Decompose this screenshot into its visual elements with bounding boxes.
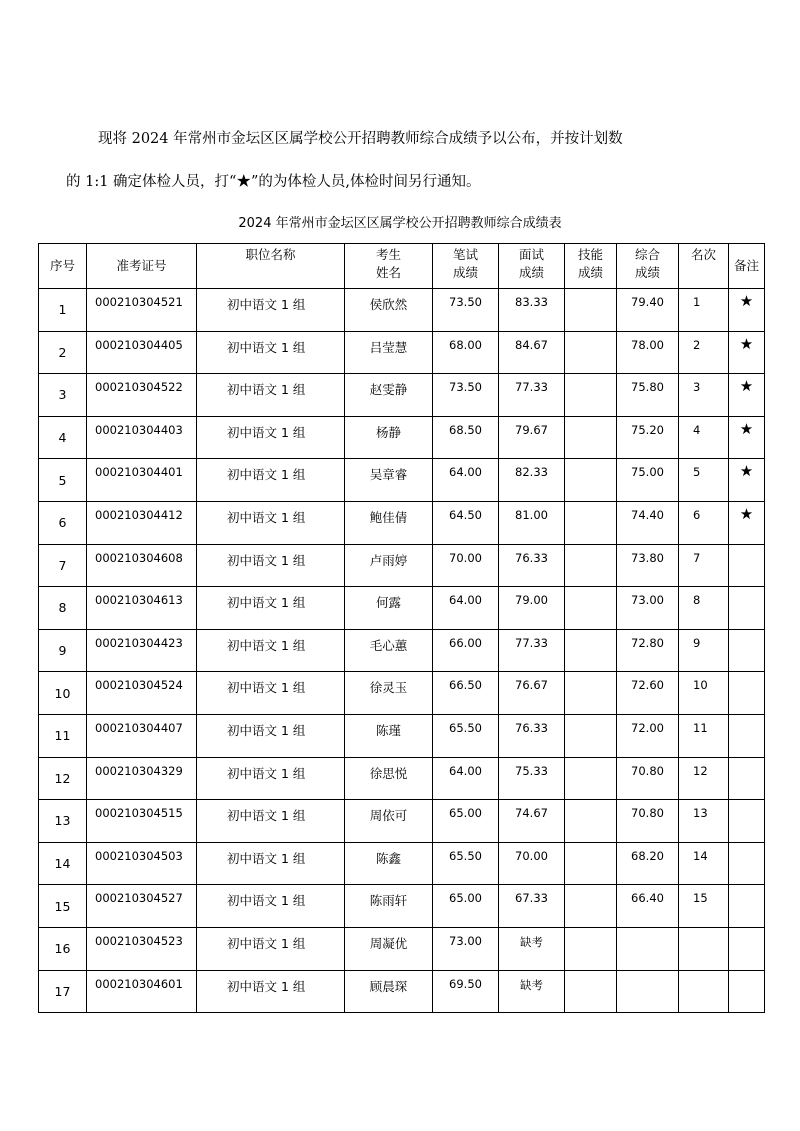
cell-exam-id: 000210304527 bbox=[87, 885, 197, 928]
cell-interview-score: 67.33 bbox=[499, 885, 565, 928]
cell-seq: 12 bbox=[39, 757, 87, 800]
header-exam-id: 准考证号 bbox=[87, 244, 197, 289]
cell-interview-score: 75.33 bbox=[499, 757, 565, 800]
cell-rank: 15 bbox=[679, 885, 729, 928]
cell-interview-score: 76.67 bbox=[499, 672, 565, 715]
cell-note bbox=[729, 672, 765, 715]
cell-name: 顾晨琛 bbox=[345, 970, 433, 1013]
cell-note bbox=[729, 842, 765, 885]
cell-rank: 11 bbox=[679, 714, 729, 757]
cell-note bbox=[729, 927, 765, 970]
cell-total-score bbox=[617, 927, 679, 970]
cell-name: 何露 bbox=[345, 587, 433, 630]
cell-skill-score bbox=[565, 800, 617, 843]
cell-note bbox=[729, 800, 765, 843]
cell-written-score: 68.00 bbox=[433, 331, 499, 374]
cell-name: 陈雨轩 bbox=[345, 885, 433, 928]
cell-rank: 14 bbox=[679, 842, 729, 885]
cell-note bbox=[729, 544, 765, 587]
cell-position: 初中语文 1 组 bbox=[197, 416, 345, 459]
header-name-line-2: 姓名 bbox=[375, 265, 401, 280]
cell-position: 初中语文 1 组 bbox=[197, 459, 345, 502]
cell-total-score: 72.80 bbox=[617, 629, 679, 672]
cell-interview-score: 缺考 bbox=[499, 927, 565, 970]
cell-interview-score: 81.00 bbox=[499, 501, 565, 544]
cell-interview-score: 76.33 bbox=[499, 544, 565, 587]
header-skill bbox=[565, 244, 617, 289]
cell-skill-score bbox=[565, 672, 617, 715]
cell-position: 初中语文 1 组 bbox=[197, 927, 345, 970]
cell-skill-score bbox=[565, 842, 617, 885]
table-row bbox=[39, 587, 765, 630]
cell-rank: 2 bbox=[679, 331, 729, 374]
cell-skill-score bbox=[565, 416, 617, 459]
cell-seq: 8 bbox=[39, 587, 87, 630]
header-total-line-2: 成绩 bbox=[634, 265, 660, 280]
cell-seq: 16 bbox=[39, 927, 87, 970]
cell-seq: 7 bbox=[39, 544, 87, 587]
cell-exam-id: 000210304405 bbox=[87, 331, 197, 374]
cell-interview-score: 77.33 bbox=[499, 629, 565, 672]
cell-interview-score: 82.33 bbox=[499, 459, 565, 502]
table-row bbox=[39, 629, 765, 672]
cell-position: 初中语文 1 组 bbox=[197, 501, 345, 544]
table-row bbox=[39, 374, 765, 417]
cell-skill-score bbox=[565, 459, 617, 502]
cell-written-score: 64.00 bbox=[433, 757, 499, 800]
cell-position: 初中语文 1 组 bbox=[197, 885, 345, 928]
cell-total-score: 73.00 bbox=[617, 587, 679, 630]
table-header-row bbox=[39, 244, 765, 289]
cell-rank: 10 bbox=[679, 672, 729, 715]
cell-position: 初中语文 1 组 bbox=[197, 331, 345, 374]
cell-seq: 6 bbox=[39, 501, 87, 544]
cell-name: 侯欣然 bbox=[345, 289, 433, 332]
header-skill-line-1: 技能 bbox=[577, 247, 603, 262]
cell-interview-score: 83.33 bbox=[499, 289, 565, 332]
cell-total-score: 70.80 bbox=[617, 757, 679, 800]
header-written bbox=[433, 244, 499, 289]
cell-seq: 2 bbox=[39, 331, 87, 374]
cell-note bbox=[729, 885, 765, 928]
star-mark-icon: ★ bbox=[729, 501, 765, 544]
header-note: 备注 bbox=[729, 244, 765, 289]
table-row bbox=[39, 544, 765, 587]
cell-total-score: 75.20 bbox=[617, 416, 679, 459]
table-row bbox=[39, 927, 765, 970]
cell-rank: 6 bbox=[679, 501, 729, 544]
cell-rank bbox=[679, 970, 729, 1013]
cell-interview-score: 76.33 bbox=[499, 714, 565, 757]
table-body bbox=[39, 289, 765, 1013]
cell-rank: 4 bbox=[679, 416, 729, 459]
cell-interview-score: 74.67 bbox=[499, 800, 565, 843]
star-mark-icon: ★ bbox=[729, 289, 765, 332]
cell-total-score: 75.00 bbox=[617, 459, 679, 502]
header-name-line-1: 考生 bbox=[375, 247, 401, 262]
cell-rank: 9 bbox=[679, 629, 729, 672]
cell-skill-score bbox=[565, 289, 617, 332]
cell-position: 初中语文 1 组 bbox=[197, 587, 345, 630]
cell-rank: 7 bbox=[679, 544, 729, 587]
cell-name: 卢雨婷 bbox=[345, 544, 433, 587]
cell-exam-id: 000210304524 bbox=[87, 672, 197, 715]
cell-rank: 8 bbox=[679, 587, 729, 630]
cell-seq: 10 bbox=[39, 672, 87, 715]
star-mark-icon: ★ bbox=[729, 459, 765, 502]
cell-skill-score bbox=[565, 927, 617, 970]
cell-rank: 13 bbox=[679, 800, 729, 843]
cell-exam-id: 000210304403 bbox=[87, 416, 197, 459]
cell-written-score: 73.50 bbox=[433, 289, 499, 332]
cell-position: 初中语文 1 组 bbox=[197, 672, 345, 715]
cell-seq: 11 bbox=[39, 714, 87, 757]
table-row bbox=[39, 331, 765, 374]
cell-total-score: 72.60 bbox=[617, 672, 679, 715]
table-row bbox=[39, 885, 765, 928]
cell-exam-id: 000210304523 bbox=[87, 927, 197, 970]
cell-written-score: 64.50 bbox=[433, 501, 499, 544]
cell-name: 徐思悦 bbox=[345, 757, 433, 800]
cell-seq: 5 bbox=[39, 459, 87, 502]
cell-written-score: 64.00 bbox=[433, 459, 499, 502]
cell-note bbox=[729, 629, 765, 672]
cell-name: 吕莹慧 bbox=[345, 331, 433, 374]
header-skill-line-2: 成绩 bbox=[577, 265, 603, 280]
cell-position: 初中语文 1 组 bbox=[197, 842, 345, 885]
star-mark-icon: ★ bbox=[729, 331, 765, 374]
cell-total-score: 72.00 bbox=[617, 714, 679, 757]
table-row bbox=[39, 970, 765, 1013]
cell-name: 鲍佳倩 bbox=[345, 501, 433, 544]
cell-total-score bbox=[617, 970, 679, 1013]
cell-interview-score: 79.67 bbox=[499, 416, 565, 459]
cell-skill-score bbox=[565, 757, 617, 800]
cell-total-score: 73.80 bbox=[617, 544, 679, 587]
cell-seq: 9 bbox=[39, 629, 87, 672]
table-row bbox=[39, 714, 765, 757]
cell-seq: 3 bbox=[39, 374, 87, 417]
cell-total-score: 78.00 bbox=[617, 331, 679, 374]
cell-note bbox=[729, 757, 765, 800]
cell-total-score: 74.40 bbox=[617, 501, 679, 544]
cell-position: 初中语文 1 组 bbox=[197, 374, 345, 417]
cell-exam-id: 000210304503 bbox=[87, 842, 197, 885]
header-interview bbox=[499, 244, 565, 289]
cell-skill-score bbox=[565, 970, 617, 1013]
table-row bbox=[39, 800, 765, 843]
cell-interview-score: 77.33 bbox=[499, 374, 565, 417]
cell-written-score: 65.50 bbox=[433, 842, 499, 885]
table-row bbox=[39, 416, 765, 459]
cell-skill-score bbox=[565, 587, 617, 630]
cell-position: 初中语文 1 组 bbox=[197, 544, 345, 587]
header-interview-line-2: 成绩 bbox=[518, 265, 544, 280]
cell-total-score: 68.20 bbox=[617, 842, 679, 885]
cell-skill-score bbox=[565, 374, 617, 417]
cell-name: 周凝优 bbox=[345, 927, 433, 970]
cell-exam-id: 000210304521 bbox=[87, 289, 197, 332]
cell-exam-id: 000210304613 bbox=[87, 587, 197, 630]
cell-name: 毛心蕙 bbox=[345, 629, 433, 672]
cell-written-score: 68.50 bbox=[433, 416, 499, 459]
cell-position: 初中语文 1 组 bbox=[197, 757, 345, 800]
cell-note bbox=[729, 714, 765, 757]
cell-name: 徐灵玉 bbox=[345, 672, 433, 715]
cell-position: 初中语文 1 组 bbox=[197, 629, 345, 672]
cell-seq: 15 bbox=[39, 885, 87, 928]
cell-skill-score bbox=[565, 885, 617, 928]
cell-written-score: 73.00 bbox=[433, 927, 499, 970]
cell-written-score: 66.00 bbox=[433, 629, 499, 672]
header-total-line-1: 综合 bbox=[634, 247, 660, 262]
cell-written-score: 65.50 bbox=[433, 714, 499, 757]
cell-skill-score bbox=[565, 629, 617, 672]
cell-written-score: 64.00 bbox=[433, 587, 499, 630]
cell-position: 初中语文 1 组 bbox=[197, 970, 345, 1013]
cell-written-score: 70.00 bbox=[433, 544, 499, 587]
cell-total-score: 79.40 bbox=[617, 289, 679, 332]
cell-name: 吴章睿 bbox=[345, 459, 433, 502]
scores-table bbox=[38, 243, 765, 1013]
cell-seq: 17 bbox=[39, 970, 87, 1013]
cell-seq: 13 bbox=[39, 800, 87, 843]
header-total bbox=[617, 244, 679, 289]
cell-total-score: 70.80 bbox=[617, 800, 679, 843]
cell-written-score: 65.00 bbox=[433, 885, 499, 928]
cell-total-score: 75.80 bbox=[617, 374, 679, 417]
table-row bbox=[39, 842, 765, 885]
cell-interview-score: 79.00 bbox=[499, 587, 565, 630]
header-seq: 序号 bbox=[39, 244, 87, 289]
intro-paragraph-line-2: 的 1:1 确定体检人员，打“★”的为体检人员,体检时间另行通知。 bbox=[66, 174, 481, 190]
cell-name: 陈瑾 bbox=[345, 714, 433, 757]
table-title: 2024 年常州市金坛区区属学校公开招聘教师综合成绩表 bbox=[238, 216, 562, 231]
cell-exam-id: 000210304407 bbox=[87, 714, 197, 757]
cell-interview-score: 缺考 bbox=[499, 970, 565, 1013]
cell-exam-id: 000210304412 bbox=[87, 501, 197, 544]
cell-skill-score bbox=[565, 501, 617, 544]
intro-paragraph-line-1: 现将 2024 年常州市金坛区区属学校公开招聘教师综合成绩予以公布，并按计划数 bbox=[98, 131, 623, 147]
cell-name: 周依可 bbox=[345, 800, 433, 843]
header-name bbox=[345, 244, 433, 289]
cell-position: 初中语文 1 组 bbox=[197, 289, 345, 332]
table-row bbox=[39, 757, 765, 800]
cell-name: 赵雯静 bbox=[345, 374, 433, 417]
cell-written-score: 66.50 bbox=[433, 672, 499, 715]
cell-name: 陈鑫 bbox=[345, 842, 433, 885]
header-interview-line-1: 面试 bbox=[518, 247, 544, 262]
cell-skill-score bbox=[565, 331, 617, 374]
cell-exam-id: 000210304423 bbox=[87, 629, 197, 672]
header-rank: 名次 bbox=[679, 244, 729, 289]
cell-rank: 3 bbox=[679, 374, 729, 417]
star-mark-icon: ★ bbox=[729, 374, 765, 417]
cell-rank: 5 bbox=[679, 459, 729, 502]
cell-position: 初中语文 1 组 bbox=[197, 714, 345, 757]
cell-exam-id: 000210304608 bbox=[87, 544, 197, 587]
cell-exam-id: 000210304329 bbox=[87, 757, 197, 800]
table-row bbox=[39, 672, 765, 715]
cell-written-score: 73.50 bbox=[433, 374, 499, 417]
cell-seq: 4 bbox=[39, 416, 87, 459]
table-row bbox=[39, 459, 765, 502]
cell-exam-id: 000210304601 bbox=[87, 970, 197, 1013]
cell-written-score: 65.00 bbox=[433, 800, 499, 843]
table-row bbox=[39, 289, 765, 332]
table-row bbox=[39, 501, 765, 544]
cell-seq: 1 bbox=[39, 289, 87, 332]
cell-written-score: 69.50 bbox=[433, 970, 499, 1013]
cell-interview-score: 70.00 bbox=[499, 842, 565, 885]
header-written-line-1: 笔试 bbox=[452, 247, 478, 262]
header-position: 职位名称 bbox=[197, 244, 345, 289]
cell-note bbox=[729, 970, 765, 1013]
header-written-line-2: 成绩 bbox=[452, 265, 478, 280]
cell-note bbox=[729, 587, 765, 630]
cell-exam-id: 000210304522 bbox=[87, 374, 197, 417]
cell-exam-id: 000210304515 bbox=[87, 800, 197, 843]
cell-rank: 1 bbox=[679, 289, 729, 332]
cell-name: 杨静 bbox=[345, 416, 433, 459]
cell-total-score: 66.40 bbox=[617, 885, 679, 928]
cell-exam-id: 000210304401 bbox=[87, 459, 197, 502]
cell-interview-score: 84.67 bbox=[499, 331, 565, 374]
star-mark-icon: ★ bbox=[729, 416, 765, 459]
cell-seq: 14 bbox=[39, 842, 87, 885]
cell-rank bbox=[679, 927, 729, 970]
cell-skill-score bbox=[565, 544, 617, 587]
cell-position: 初中语文 1 组 bbox=[197, 800, 345, 843]
cell-rank: 12 bbox=[679, 757, 729, 800]
cell-skill-score bbox=[565, 714, 617, 757]
